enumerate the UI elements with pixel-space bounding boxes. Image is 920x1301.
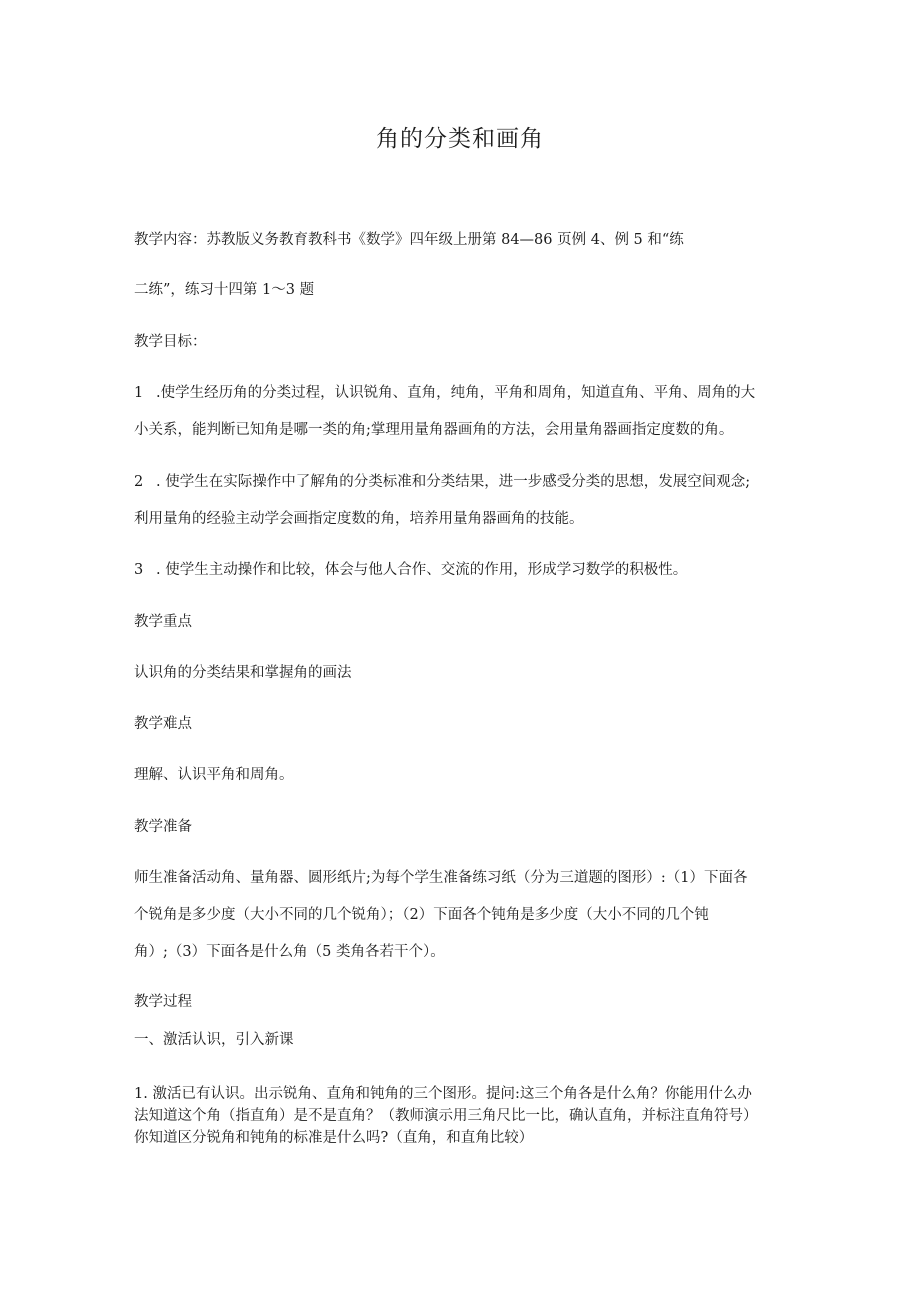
content-line-2: 二练”，练习十四第 1～3 题 xyxy=(134,282,315,298)
preparation-line-2: 个锐角是多少度（大小不同的几个锐角）；（2）下面各个钝角是多少度（大小不同的几个钝 xyxy=(134,907,709,923)
goal-1-text-1: .使学生经历角的分类过程，认识锐角、直角，纯角，平角和周角，知道直角、平角、周角的大 xyxy=(156,385,756,401)
goal-3-text-1: . 使学生主动操作和比较，体会与他人合作、交流的作用，形成学习数学的积极性。 xyxy=(156,562,688,578)
goal-2-text-1: . 使学生在实际操作中了解角的分类标准和分类结果，进一步感受分类的思想，发展空间观念; xyxy=(156,474,751,490)
difficulty-heading: 教学难点 xyxy=(134,716,192,732)
content-line-1: 教学内容：苏教版义务教育教科书《数学》四年级上册第 84—86 页例 4、例 5 和“练 xyxy=(134,232,684,248)
goal-2-line-2: 利用量角的经验主动学会画指定度数的角，培养用量角器画角的技能。 xyxy=(134,511,584,527)
preparation-line-3: 角）;（3）下面各是什么角（5 类角各若干个）。 xyxy=(134,944,445,960)
preparation-line-1: 师生准备活动角、量角器、圆形纸片;为每个学生准备练习纸（分为三道题的图形）:（1）下面各 xyxy=(134,870,748,886)
preparation-heading: 教学准备 xyxy=(134,819,192,835)
process-heading: 教学过程 xyxy=(134,994,192,1010)
goal-3-number: 3 xyxy=(134,562,144,578)
goal-1-line-1 xyxy=(134,383,814,403)
key-points-heading: 教学重点 xyxy=(134,614,192,630)
goals-heading: 教学目标： xyxy=(134,334,207,350)
goal-2-line-1 xyxy=(134,472,814,492)
key-points-text: 认识角的分类结果和掌握角的画法 xyxy=(134,665,352,681)
section-1-heading: 一、激活认识，引入新课 xyxy=(134,1032,294,1048)
goal-3-line-1 xyxy=(134,560,814,580)
step-1-line-1: 1. 激活已有认识。出示锐角、直角和钝角的三个图形。提问:这三个角各是什么角？你能用什么办 xyxy=(134,1086,752,1102)
difficulty-text: 理解、认识平角和周角。 xyxy=(134,767,294,783)
step-1-line-3: 你知道区分锐角和钝角的标准是什么吗?（直角，和直角比较） xyxy=(134,1130,534,1146)
goal-1-number: 1 xyxy=(134,385,144,401)
goal-1-line-2: 小关系，能判断已知角是哪一类的角;掌理用量角器画角的方法，会用量角器画指定度数的角。 xyxy=(134,422,734,438)
step-1-line-2: 法知道这个角（指直角）是不是直角？（教师演示用三角尺比一比，确认直角，并标注直角符号） xyxy=(134,1108,758,1124)
goal-2-number: 2 xyxy=(134,474,144,490)
document-title: 角的分类和画角 xyxy=(376,126,544,152)
